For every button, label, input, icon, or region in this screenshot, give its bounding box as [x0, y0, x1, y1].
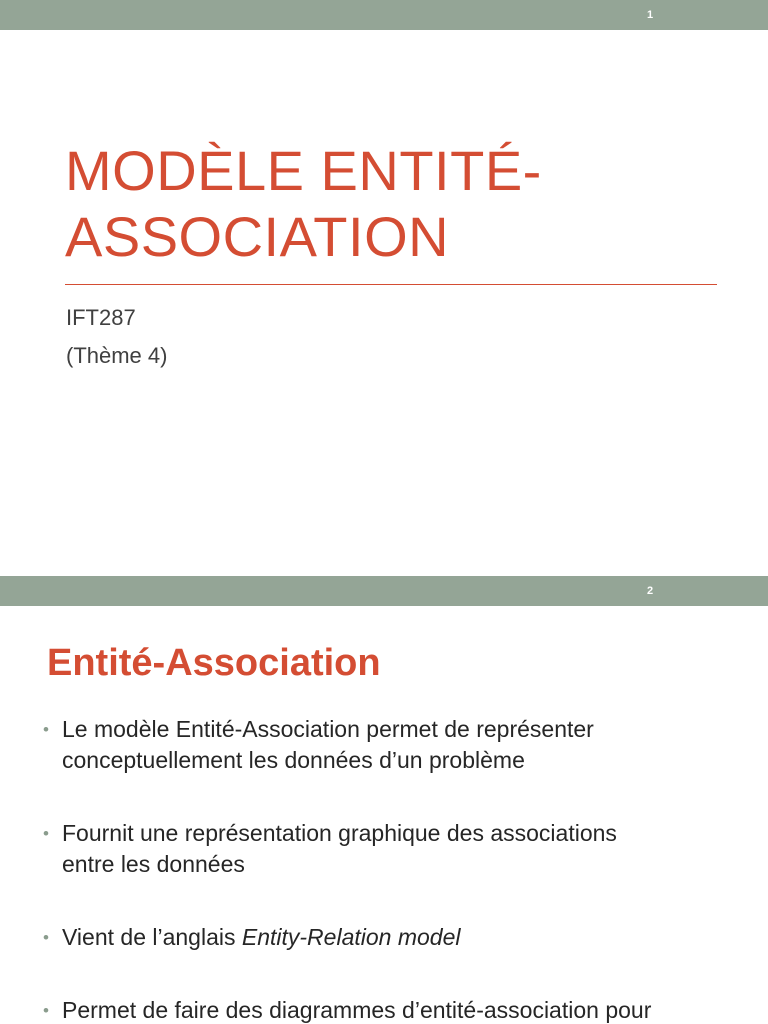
bullet-list: [43, 714, 743, 1024]
slide-1-title: [65, 138, 745, 270]
bullet-marker: •: [43, 824, 49, 843]
slide-1-number: 1: [646, 9, 654, 21]
bullet-line: Le modèle Entité-Association permet de représenter: [62, 716, 594, 742]
slide-2: [0, 576, 768, 1024]
bullet-prefix: Vient de l’anglais: [62, 924, 242, 950]
title-line-2: ASSOCIATION: [65, 205, 450, 268]
list-item: [43, 922, 743, 953]
title-line-1: MODÈLE ENTITÉ-: [65, 139, 542, 202]
slide-1-header-bar: [0, 0, 768, 30]
bullet-line: conceptuellement les données d’un problème: [62, 747, 525, 773]
course-code: IFT287: [66, 305, 136, 330]
list-item: [43, 714, 743, 776]
slide-1-subtitle: [66, 299, 167, 375]
slide-2-heading: Entité-Association: [47, 642, 381, 684]
bullet-text: [62, 716, 594, 773]
list-item: [43, 995, 743, 1024]
bullet-line: Fournit une représentation graphique des associations: [62, 820, 617, 846]
slide-2-header-bar: [0, 576, 768, 606]
bullet-line: entre les données: [62, 851, 245, 877]
slide-2-number: 2: [646, 585, 654, 597]
list-item: [43, 818, 743, 880]
bullet-text: [62, 820, 617, 877]
bullet-text: [62, 997, 651, 1023]
bullet-marker: •: [43, 928, 49, 947]
bullet-emphasis: Entity-Relation model: [241, 924, 461, 950]
bullet-marker: •: [43, 1001, 49, 1020]
theme-label: (Thème 4): [66, 343, 168, 368]
bullet-text: [62, 924, 460, 950]
bullet-line: Permet de faire des diagrammes d’entité-association pour: [62, 997, 652, 1023]
bullet-marker: •: [43, 720, 49, 739]
title-divider: [65, 284, 717, 285]
